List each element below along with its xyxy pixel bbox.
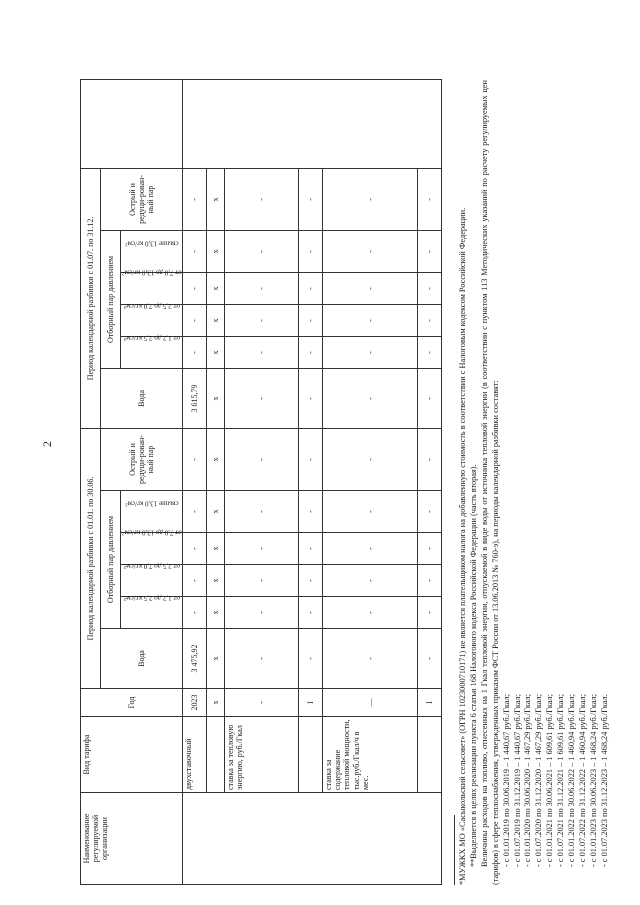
rotated-page-content [80, 25, 620, 885]
p2-water: х [206, 368, 225, 428]
p1-steam-1: - [183, 597, 207, 629]
year-cell: х [206, 689, 225, 717]
list-item: - с 01.01.2021 по 30.06.2021 – 1 609,61 руб./Гкал; [545, 694, 555, 867]
header-steam-4-p1: свыше 13,0 кг/см² [121, 491, 183, 533]
p2-steam-3: - [323, 272, 418, 304]
p2-steam-4: - [225, 230, 299, 272]
header-steam-4-p2: свыше 13,0 кг/см² [121, 230, 183, 272]
list-item: - с 01.07.2020 по 31.12.2020 – 1 467,29 руб./Гкал; [534, 694, 544, 867]
p1-steam-4: - [183, 491, 207, 533]
p1-water: - [418, 629, 442, 689]
header-sharp-steam-1: Острый и редуци-рован-ный пар [101, 428, 183, 490]
p1-steam-4: - [323, 491, 418, 533]
header-org: Наименование регулируемой организации [81, 793, 183, 885]
p1-steam-2: х [206, 565, 225, 597]
p1-water: - [323, 629, 418, 689]
p1-sharp-steam: х [206, 428, 225, 490]
p2-steam-1: - [225, 336, 299, 368]
p2-steam-2: - [183, 304, 207, 336]
footnote-separator [454, 815, 455, 885]
p2-steam-4: х [206, 230, 225, 272]
fuel-costs-paragraph: Величины расходов на топливо, отнесенных на 1 Гкал тепловой энергии, отпускаемой в виде воды от источника тепловой энергии (в соответствии с пунктом 113 Методических указаний по расчету регулируемых цен (тарифов) в сфере теплоснабжения, утвержденных приказом ФСТ России от 13.06.2013 № 760-э), на периоды календарной разбивки составят: [479, 80, 500, 885]
list-item: - с 01.07.2019 по 31.12.2019 – 1 440,67 руб./Гкал; [512, 694, 522, 867]
p2-steam-2: - [418, 304, 442, 336]
footnote-nds: *МУЖКХ МО «Сасыкольский сельсовет» (ОГРН 1023000710171) не является плательщиком налога на добавленную стоимость в соответствии с Налоговым кодексом Российской Федерации. [458, 207, 467, 885]
tariff-label: ставка за содержание тепловой мощности, тыс.руб./Гкал/ч в мес. [323, 717, 418, 793]
p1-steam-3: - [225, 533, 299, 565]
p1-steam-2: - [183, 565, 207, 597]
header-steam-1-p2: от 1,2 до 2,5 кг/см² [121, 336, 183, 368]
p2-steam-1: - [323, 336, 418, 368]
p2-steam-3: - [183, 272, 207, 304]
header-sharp-steam-2: Острый и редуци-рован-ный пар [101, 168, 183, 230]
org-cell [183, 793, 442, 885]
p2-water: - [299, 368, 323, 428]
year-cell: I [418, 689, 442, 717]
p2-sharp-steam: - [183, 168, 207, 230]
p2-steam-1: - [299, 336, 323, 368]
p2-steam-1: х [206, 336, 225, 368]
p2-sharp-steam: - [299, 168, 323, 230]
p1-steam-3: х [206, 533, 225, 565]
year-cell: 2023 [183, 689, 207, 717]
header-steam-group-2: Отборный пар давлением [101, 230, 121, 368]
year-cell: - [225, 689, 299, 717]
p1-steam-2: - [323, 565, 418, 597]
header-steam-2-p1: от 2,5 до 7,0 кг/см² [121, 565, 183, 597]
p1-steam-1: - [225, 597, 299, 629]
p2-water: - [225, 368, 299, 428]
tariff-label [206, 717, 225, 793]
header-period-1: Период календарной разбивки с 01.01. по 30.06. [81, 428, 101, 688]
tariff-table [80, 79, 442, 885]
p2-steam-2: - [299, 304, 323, 336]
p2-water: - [323, 368, 418, 428]
p2-steam-1: - [418, 336, 442, 368]
table-row [299, 79, 323, 884]
p1-water: х [206, 629, 225, 689]
table-row [323, 79, 418, 884]
p1-steam-1: - [299, 597, 323, 629]
header-water-1: Вода [101, 629, 183, 689]
p2-sharp-steam: - [418, 168, 442, 230]
list-item: - с 01.07.2021 по 31.12.2021 – 1 609,61 руб./Гкал; [556, 694, 566, 867]
p1-steam-4: - [225, 491, 299, 533]
p1-steam-4: - [299, 491, 323, 533]
fuel-costs-list [502, 80, 611, 885]
p2-steam-4: - [183, 230, 207, 272]
p1-steam-1: - [323, 597, 418, 629]
tariff-label [299, 717, 323, 793]
p1-sharp-steam: - [418, 428, 442, 490]
table-row [418, 79, 442, 884]
p1-water: 3 475,92 [183, 629, 207, 689]
p2-steam-4: - [299, 230, 323, 272]
header-tariff-type: Вид тарифа [81, 717, 183, 793]
p1-sharp-steam: - [225, 428, 299, 490]
p2-water: - [418, 368, 442, 428]
p2-steam-1: - [183, 336, 207, 368]
p2-steam-3: х [206, 272, 225, 304]
p1-steam-4: х [206, 491, 225, 533]
header-steam-1-p1: от 1,2 до 2,5 кг/см² [121, 597, 183, 629]
p1-water: - [225, 629, 299, 689]
year-cell: I [299, 689, 323, 717]
table-row [206, 79, 225, 884]
list-item: - с 01.01.2022 по 30.06.2022 – 1 460,94 руб./Гкал; [567, 694, 577, 867]
list-item: - с 01.01.2020 по 30.06.2020 – 1 467,29 руб./Гкал; [523, 694, 533, 867]
p1-steam-4: - [418, 491, 442, 533]
header-empty [81, 79, 183, 168]
list-item: - с 01.07.2022 по 31.12.2022 – 1 460,94 руб./Гкал; [577, 694, 587, 867]
tariff-label [418, 717, 442, 793]
header-year: Год [81, 689, 183, 717]
tariff-label: двухставочный [183, 717, 207, 793]
p1-steam-1: х [206, 597, 225, 629]
header-period-2: Период календарной разбивки с 01.07. по 31.12. [81, 168, 101, 428]
p1-steam-2: - [418, 565, 442, 597]
p2-steam-3: - [418, 272, 442, 304]
p2-sharp-steam: - [225, 168, 299, 230]
p1-sharp-steam: - [299, 428, 323, 490]
last-cell [183, 79, 442, 168]
tariff-label: ставка за тепловую энергию, руб./Гкал [225, 717, 299, 793]
p2-steam-2: - [323, 304, 418, 336]
p2-steam-3: - [225, 272, 299, 304]
p1-steam-3: - [299, 533, 323, 565]
header-steam-2-p2: от 2,5 до 7,0 кг/см² [121, 304, 183, 336]
p2-steam-4: - [418, 230, 442, 272]
list-item: - с 01.07.2023 по 31.12.2023 – 1 468,24 руб./Гкал. [599, 694, 609, 867]
p2-sharp-steam: - [323, 168, 418, 230]
p1-sharp-steam: - [183, 428, 207, 490]
p1-steam-1: - [418, 597, 442, 629]
p2-sharp-steam: х [206, 168, 225, 230]
p1-steam-3: - [418, 533, 442, 565]
table-row [225, 79, 299, 884]
p2-steam-4: - [323, 230, 418, 272]
p1-steam-3: - [183, 533, 207, 565]
page-number: 2 [40, 441, 54, 447]
p1-steam-2: - [225, 565, 299, 597]
header-water-2: Вода [101, 368, 183, 428]
footnote-tax-code: **Выделяется в целях реализации пункта 6 статьи 168 Налогового кодекса Российской Федерации (часть вторая). [468, 464, 478, 867]
table-row [183, 79, 207, 884]
p1-sharp-steam: - [323, 428, 418, 490]
list-item: - с 01.01.2019 по 30.06.2019 – 1 440,67 руб./Гкал; [501, 694, 511, 867]
header-steam-group-1: Отборный пар давлением [101, 491, 121, 629]
p2-steam-2: х [206, 304, 225, 336]
p2-water: 3 615,79 [183, 368, 207, 428]
list-item: - с 01.01.2023 по 30.06.2023 – 1 468,24 руб./Гкал; [588, 694, 598, 867]
p2-steam-2: - [225, 304, 299, 336]
header-steam-3-p1: от 7,0 до 13,0 кг/см² [121, 533, 183, 565]
p1-steam-2: - [299, 565, 323, 597]
year-cell: — [323, 689, 418, 717]
footnotes [458, 80, 611, 885]
p2-steam-3: - [299, 272, 323, 304]
p1-water: - [299, 629, 323, 689]
p1-steam-3: - [323, 533, 418, 565]
header-steam-3-p2: от 7,0 до 13,0 кг/см² [121, 272, 183, 304]
